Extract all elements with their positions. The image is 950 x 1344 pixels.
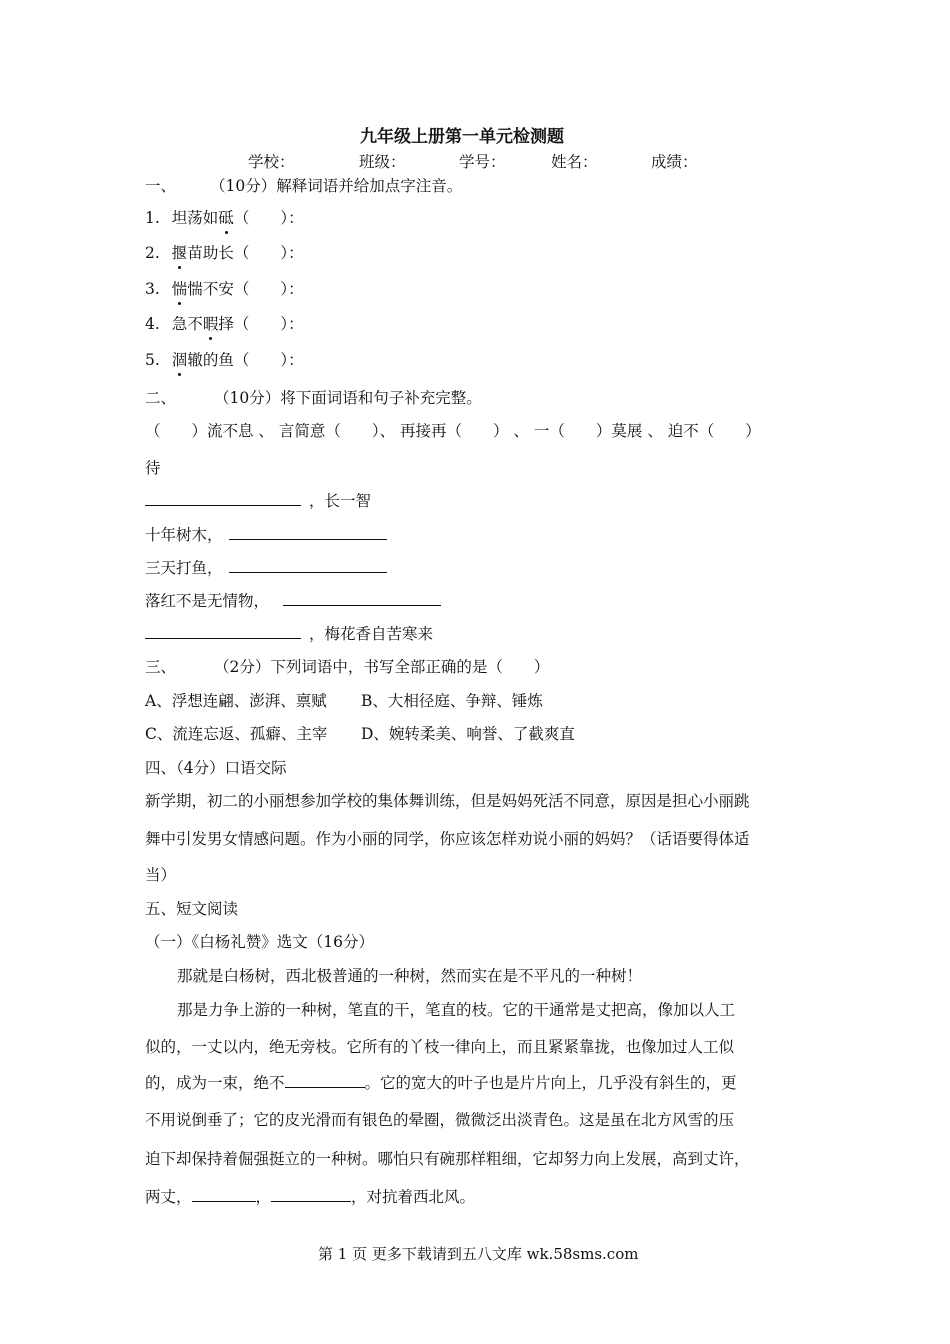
- answer-blank[interactable]: （ ）：: [233, 315, 304, 333]
- fill-line-1: [145, 491, 371, 511]
- passage-text: 。它的宽大的叶子也是片片向上，几乎没有斜生的，更: [364, 1074, 737, 1092]
- section-1-heading: （10分）解释词语并给加点字注音。: [210, 177, 463, 195]
- item-word-post: 择: [218, 315, 234, 333]
- section-1-number: 一、: [145, 177, 177, 195]
- dotted-char: 砥: [218, 209, 234, 227]
- section-3-heading: （2分）下列词语中，书写全部正确的是（ ）: [214, 658, 550, 676]
- section-5-subheading: （一）《白杨礼赞》选文（16分）: [145, 933, 374, 951]
- answer-blank[interactable]: [271, 1187, 351, 1202]
- option-d: D、婉转柔美、响誉、了截爽直: [361, 725, 575, 743]
- fill-text: 落红不是无情物，: [145, 592, 270, 610]
- fill-line-idioms-cont: 待: [145, 459, 161, 477]
- item-number: 2.: [145, 244, 160, 262]
- header-field-number: 学号：: [459, 153, 506, 171]
- option-c: C、流连忘返、孤癖、主宰: [145, 725, 328, 743]
- fill-text: 三天打鱼，: [145, 559, 223, 577]
- answer-blank[interactable]: [229, 558, 387, 573]
- item-number: 1.: [145, 209, 160, 227]
- fill-line-idioms: （ ）流不息 、 言简意（ ）、 再接再（ ） 、 一（ ）莫展 、 迫不（ ）: [145, 422, 761, 440]
- passage-text: ，对抗着西北风。: [351, 1188, 476, 1206]
- dotted-char: 暇: [202, 315, 219, 333]
- header-field-name: 姓名：: [551, 153, 598, 171]
- item-word-post: 惴不安: [187, 280, 234, 298]
- page-title: 九年级上册第一单元检测题: [360, 127, 564, 147]
- fill-line-5: [145, 624, 433, 644]
- passage-line-4: [145, 1073, 737, 1093]
- answer-blank[interactable]: [285, 1073, 365, 1088]
- vocab-item-2: [145, 243, 304, 263]
- vocab-item-1: [145, 208, 304, 228]
- item-word-post: 辙的鱼: [187, 351, 234, 369]
- answer-blank[interactable]: [192, 1187, 256, 1202]
- passage-line-7: [145, 1187, 475, 1207]
- answer-blank[interactable]: （ ）：: [233, 209, 304, 227]
- passage-line-2: 那是力争上游的一种树，笔直的干，笔直的枝。它的干通常是丈把高，像加以人工: [177, 1001, 736, 1019]
- item-number: 5.: [145, 351, 160, 369]
- fill-line-3: [145, 558, 387, 578]
- item-word-pre: 急不: [171, 315, 203, 333]
- answer-blank[interactable]: [283, 591, 441, 606]
- vocab-item-5: [145, 350, 304, 370]
- answer-blank[interactable]: （ ）：: [233, 351, 304, 369]
- section-4-heading: 四、（4分）口语交际: [145, 759, 287, 777]
- passage-text: 的，成为一束，绝不: [145, 1074, 285, 1092]
- fill-text: ，梅花香自苦寒来: [309, 625, 434, 643]
- vocab-item-3: [145, 279, 304, 299]
- option-b: B、大相径庭、争辩、锤炼: [361, 692, 543, 710]
- item-number: 3.: [145, 280, 160, 298]
- fill-line-2: [145, 525, 387, 545]
- dotted-char: 揠: [171, 244, 188, 262]
- passage-line-1: 那就是白杨树，西北极普通的一种树，然而实在是不平凡的一种树！: [177, 967, 643, 985]
- option-a: A、浮想连翩、澎湃、禀赋: [145, 692, 327, 710]
- passage-line-3: 似的，一丈以内，绝无旁枝。它所有的丫枝一律向上，而且紧紧靠拢，也像加过人工似: [145, 1038, 735, 1056]
- passage-line-5: 不用说倒垂了；它的皮光滑而有银色的晕圈，微微泛出淡青色。这是虽在北方风雪的压: [145, 1111, 735, 1129]
- passage-text: 两丈，: [145, 1188, 192, 1206]
- passage-line-6: 迫下却保持着倔强挺立的一种树。哪怕只有碗那样粗细，它却努力向上发展，高到丈许，: [145, 1150, 750, 1168]
- section-3-number: 三、: [145, 658, 177, 676]
- fill-line-4: [145, 591, 441, 611]
- dotted-char: 惴: [171, 280, 188, 298]
- item-word-pre: 坦荡如: [171, 209, 219, 227]
- section-4-paragraph-line-2: 舞中引发男女情感问题。作为小丽的同学，你应该怎样劝说小丽的妈妈？（话语要得体适: [145, 830, 750, 848]
- header-field-score: 成绩：: [651, 153, 698, 171]
- section-5-heading: 五、短文阅读: [145, 900, 239, 918]
- answer-blank[interactable]: [229, 525, 387, 540]
- passage-text: ，: [255, 1188, 272, 1206]
- item-number: 4.: [145, 315, 160, 333]
- page-footer: 第 1 页 更多下载请到五八文库 wk.58sms.com: [318, 1245, 639, 1263]
- vocab-item-4: [145, 314, 304, 334]
- dotted-char: 涸: [171, 351, 188, 369]
- header-field-school: 学校：: [248, 153, 295, 171]
- fill-text: ，长一智: [309, 492, 372, 510]
- item-word-post: 苗助长: [187, 244, 234, 262]
- section-2-number: 二、: [145, 389, 177, 407]
- answer-blank[interactable]: [145, 624, 301, 639]
- answer-blank[interactable]: （ ）：: [233, 244, 304, 262]
- answer-blank[interactable]: （ ）：: [233, 280, 304, 298]
- header-field-class: 班级：: [359, 153, 406, 171]
- section-4-paragraph-line-3: 当）: [145, 866, 177, 884]
- fill-text: 十年树木，: [145, 526, 223, 544]
- section-4-paragraph-line-1: 新学期，初二的小丽想参加学校的集体舞训练，但是妈妈死活不同意，原因是担心小丽跳: [145, 792, 750, 810]
- answer-blank[interactable]: [145, 491, 301, 506]
- section-2-heading: （10分）将下面词语和句子补充完整。: [214, 389, 482, 407]
